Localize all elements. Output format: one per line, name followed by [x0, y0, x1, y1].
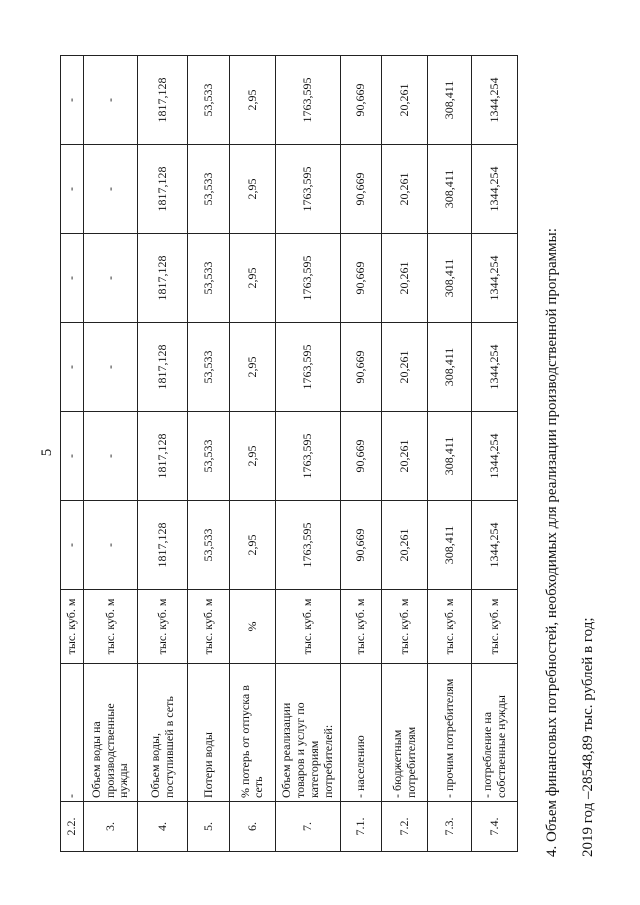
row-name: - бюджетным потребителям	[382, 664, 428, 802]
row-value: 53,533	[188, 145, 230, 234]
row-value: 2,95	[230, 234, 276, 323]
row-value: 308,411	[428, 501, 472, 590]
row-value: -	[83, 234, 137, 323]
table-row	[382, 56, 428, 852]
row-unit: тыс. куб. м	[61, 590, 84, 664]
row-value: 1817,128	[138, 323, 188, 412]
row-value: -	[61, 501, 84, 590]
table-row	[275, 56, 340, 852]
row-value: 20,261	[382, 234, 428, 323]
row-value: 1344,254	[472, 323, 518, 412]
row-name: Объем воды, поступившей в сеть	[138, 664, 188, 802]
row-name: - населению	[340, 664, 382, 802]
row-value: 1817,128	[138, 412, 188, 501]
table-row	[188, 56, 230, 852]
row-value: 308,411	[428, 56, 472, 145]
row-value: 90,669	[340, 234, 382, 323]
row-value: 90,669	[340, 501, 382, 590]
row-number: 7.1.	[340, 802, 382, 852]
row-value: -	[61, 145, 84, 234]
row-unit: %	[230, 590, 276, 664]
row-value: 1763,595	[275, 145, 340, 234]
row-value: -	[61, 234, 84, 323]
row-value: 20,261	[382, 323, 428, 412]
row-value: 1344,254	[472, 234, 518, 323]
row-value: 2,95	[230, 145, 276, 234]
row-value: 1344,254	[472, 501, 518, 590]
row-value: 20,261	[382, 56, 428, 145]
row-value: 1817,128	[138, 501, 188, 590]
row-value: 20,261	[382, 145, 428, 234]
row-value: 2,95	[230, 56, 276, 145]
row-value: 308,411	[428, 145, 472, 234]
row-number: 3.	[83, 802, 137, 852]
page-number: 5	[39, 448, 55, 457]
row-value: -	[61, 323, 84, 412]
row-name: -	[61, 664, 84, 802]
row-unit: тыс. куб. м	[382, 590, 428, 664]
table-row	[138, 56, 188, 852]
row-unit: тыс. куб. м	[340, 590, 382, 664]
row-number: 6.	[230, 802, 276, 852]
row-name: Объем реализации товаров и услуг по категориям потребителей:	[275, 664, 340, 802]
section-heading: 4. Объем финансовых потребностей, необходимых для реализации производственной программы:	[544, 228, 560, 857]
row-value: -	[83, 56, 137, 145]
row-number: 2.2.	[61, 802, 84, 852]
row-value: 90,669	[340, 323, 382, 412]
table-row	[230, 56, 276, 852]
row-value: 1344,254	[472, 145, 518, 234]
row-value: 1763,595	[275, 323, 340, 412]
row-value: 20,261	[382, 412, 428, 501]
row-value: 1763,595	[275, 412, 340, 501]
row-number: 7.	[275, 802, 340, 852]
table-row	[472, 56, 518, 852]
table-row	[61, 56, 84, 852]
row-unit: тыс. куб. м	[428, 590, 472, 664]
row-value: 53,533	[188, 501, 230, 590]
row-value: 53,533	[188, 412, 230, 501]
row-number: 7.3.	[428, 802, 472, 852]
row-value: 1817,128	[138, 234, 188, 323]
row-value: 53,533	[188, 323, 230, 412]
row-name: Потери воды	[188, 664, 230, 802]
row-value: 1344,254	[472, 56, 518, 145]
row-unit: тыс. куб. м	[83, 590, 137, 664]
row-value: 1763,595	[275, 234, 340, 323]
row-value: 2,95	[230, 412, 276, 501]
table-row	[340, 56, 382, 852]
table-row	[83, 56, 137, 852]
row-value: 90,669	[340, 412, 382, 501]
row-value: 20,261	[382, 501, 428, 590]
row-value: 1817,128	[138, 145, 188, 234]
row-number: 7.2.	[382, 802, 428, 852]
row-value: 1763,595	[275, 56, 340, 145]
row-value: 2,95	[230, 323, 276, 412]
row-name: Объем воды на производственные нужды	[83, 664, 137, 802]
row-value: 308,411	[428, 234, 472, 323]
row-number: 5.	[188, 802, 230, 852]
row-value: 1817,128	[138, 56, 188, 145]
section-line: 2019 год –28548,89 тыс. рублей в год;	[580, 617, 596, 857]
production-table	[60, 55, 518, 852]
row-unit: тыс. куб. м	[138, 590, 188, 664]
row-value: -	[61, 412, 84, 501]
row-value: -	[83, 412, 137, 501]
row-unit: тыс. куб. м	[188, 590, 230, 664]
row-value: 308,411	[428, 323, 472, 412]
row-unit: тыс. куб. м	[472, 590, 518, 664]
row-value: 53,533	[188, 234, 230, 323]
row-number: 7.4.	[472, 802, 518, 852]
row-value: -	[61, 56, 84, 145]
table-row	[428, 56, 472, 852]
row-value: -	[83, 323, 137, 412]
row-value: 53,533	[188, 56, 230, 145]
row-value: 1763,595	[275, 501, 340, 590]
table-body	[61, 56, 518, 852]
row-value: -	[83, 145, 137, 234]
row-value: 2,95	[230, 501, 276, 590]
row-value: -	[83, 501, 137, 590]
row-value: 90,669	[340, 56, 382, 145]
row-unit: тыс. куб. м	[275, 590, 340, 664]
row-value: 308,411	[428, 412, 472, 501]
row-number: 4.	[138, 802, 188, 852]
row-value: 90,669	[340, 145, 382, 234]
row-name: % потерь от отпуска в сеть	[230, 664, 276, 802]
row-value: 1344,254	[472, 412, 518, 501]
row-name: - прочим потребителям	[428, 664, 472, 802]
row-name: - потребление на собственные нужды	[472, 664, 518, 802]
